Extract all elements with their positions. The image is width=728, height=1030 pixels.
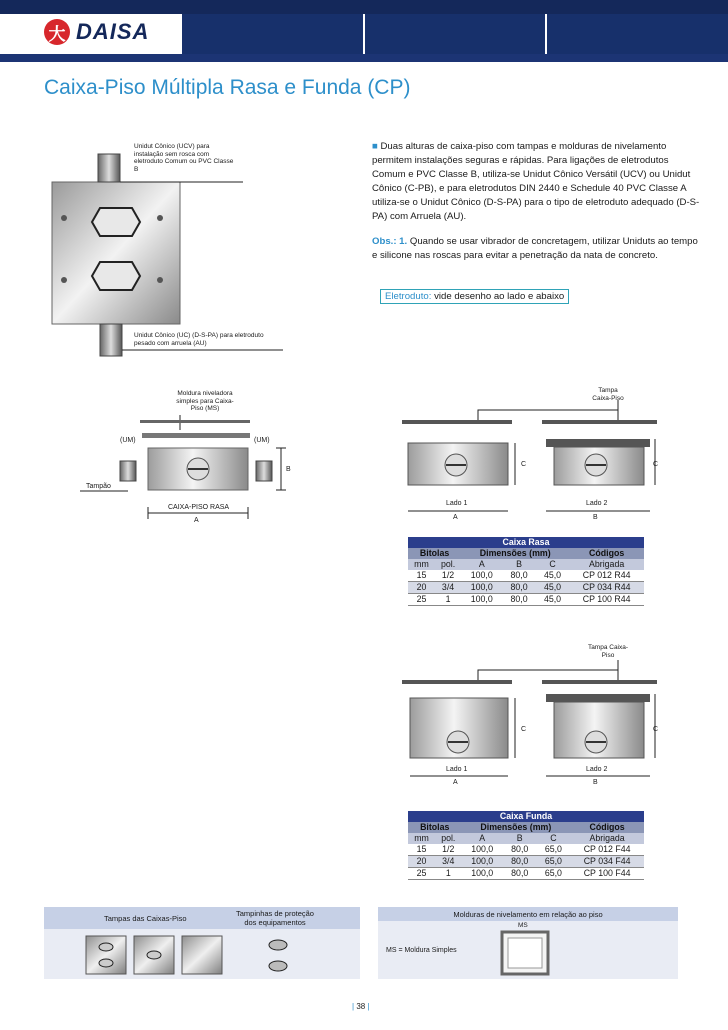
table-row [408, 570, 644, 582]
cell: CP 012 R44 [569, 570, 644, 582]
tampinhas-title: Tampinhas de proteção dos equipamentos [236, 909, 314, 927]
cell: 1 [435, 868, 461, 880]
sub-header: A [461, 559, 502, 570]
cell: 80,0 [502, 582, 535, 594]
cell: 80,0 [502, 594, 535, 606]
table-caixa-funda [408, 811, 644, 880]
cell: 15 [408, 570, 435, 582]
protection-cap-2 [269, 961, 287, 971]
sub-header: B [502, 559, 535, 570]
table-row [408, 856, 644, 868]
cell: 25 [408, 868, 435, 880]
cell: 65,0 [537, 844, 571, 856]
cell: 100,0 [461, 582, 502, 594]
obs-note [372, 235, 702, 263]
funda-tampa-label: Tampa Caixa-Piso [587, 644, 629, 659]
col-codigos: Códigos [570, 822, 644, 833]
cell: 25 [408, 594, 435, 606]
cover-plate-3 [182, 936, 222, 974]
header-top-band [0, 0, 728, 14]
cell: 1 [435, 594, 461, 606]
ucv-connector [98, 154, 120, 182]
eletroduto-text: vide desenho ao lado e abaixo [434, 291, 565, 302]
page-title: Caixa-Piso Múltipla Rasa e Funda (CP) [44, 76, 411, 99]
rasa-c1: C [521, 461, 527, 468]
bullet-icon: ■ [372, 141, 381, 152]
rasa-a: A [453, 514, 458, 521]
rasa-drawing [398, 395, 698, 525]
caixa-rasa-caption: CAIXA-PISO RASA [168, 504, 230, 511]
header-bottom-band [0, 54, 728, 62]
funda-lado1: Lado 1 [446, 766, 468, 773]
cell: 100,0 [461, 844, 502, 856]
page-number: | 38 | [352, 1002, 370, 1011]
col-dimensoes: Dimensões (mm) [461, 548, 569, 559]
sub-header: pol. [435, 559, 461, 570]
eletroduto-label: Eletroduto: [385, 291, 432, 302]
cell: CP 100 F44 [570, 868, 644, 880]
cell: 3/4 [435, 582, 461, 594]
cell: 80,0 [502, 570, 535, 582]
obs-label: Obs.: 1. [372, 236, 408, 247]
cell: CP 034 F44 [570, 856, 644, 868]
screw-icon [61, 277, 67, 283]
funda-b: B [593, 779, 598, 786]
page-number-value: 38 [356, 1002, 366, 1011]
ms-legend: MS = Moldura Simples [386, 947, 457, 954]
tampas-title: Tampas das Caixas-Piso [104, 914, 187, 923]
col-dimensoes: Dimensões (mm) [461, 822, 570, 833]
cell: 100,0 [461, 594, 502, 606]
logo-text: DAISA [76, 19, 150, 44]
label-ucv: Unidut Cônico (UCV) para instalação sem rosca com eletroduto Comum ou PVC Classe B [134, 143, 234, 173]
sub-header: Abrigada [569, 559, 644, 570]
protection-cap-1 [269, 940, 287, 950]
cell: 100,0 [461, 856, 502, 868]
rasa-lado2: Lado 2 [586, 500, 608, 507]
sub-header: A [461, 833, 502, 844]
sub-header: C [536, 559, 569, 570]
rasa-b: B [593, 514, 598, 521]
description-paragraph [372, 140, 702, 224]
molduras-title: Molduras de nivelamento em relação ao piso [453, 910, 603, 919]
cell: 80,0 [503, 844, 537, 856]
screw-icon [61, 215, 67, 221]
funda-a: A [453, 779, 458, 786]
cell: 45,0 [536, 594, 569, 606]
cell: 65,0 [537, 856, 571, 868]
daisa-logo [44, 19, 149, 45]
funda-c1: C [521, 726, 527, 733]
tampas-images [84, 934, 314, 976]
um-right-label: (UM) [254, 437, 270, 444]
header-color-bar [180, 14, 728, 54]
table-row [408, 594, 644, 606]
cell: 80,0 [503, 868, 537, 880]
col-bitolas: Bitolas [408, 822, 461, 833]
table-caption: Caixa Rasa [408, 537, 644, 548]
rasa-tampa-label: Tampa Caixa-Piso [592, 387, 624, 402]
sub-header: C [537, 833, 571, 844]
moldura-label: Moldura niveladora simples para Caixa-Piso (MS) [176, 390, 234, 412]
table-caixa-rasa [408, 537, 644, 606]
uc-connector [100, 324, 122, 356]
cell: 20 [408, 856, 435, 868]
eletroduto-note [380, 289, 569, 304]
cell: 3/4 [435, 856, 461, 868]
cell: 1/2 [435, 570, 461, 582]
hex-outlet-top [92, 208, 140, 236]
tampao-label: Tampão [86, 483, 111, 490]
logo-mark: 大 [44, 19, 70, 45]
sub-header: mm [408, 833, 435, 844]
cell: 100,0 [461, 570, 502, 582]
col-codigos: Códigos [569, 548, 644, 559]
cell: 45,0 [536, 570, 569, 582]
cell: 15 [408, 844, 435, 856]
table-row [408, 844, 644, 856]
rasa-lado1: Lado 1 [446, 500, 468, 507]
screw-icon [157, 215, 163, 221]
cell: CP 012 F44 [570, 844, 644, 856]
dim-a-label: A [194, 517, 199, 524]
sub-header: Abrigada [570, 833, 644, 844]
dim-b-label: B [286, 466, 291, 473]
moldura-simples-image [500, 930, 552, 976]
col-bitolas: Bitolas [408, 548, 461, 559]
obs-text: Quando se usar vibrador de concretagem, utilizar Uniduts ao tempo e silicone nas roscas para evitar a penetração da nata de concreto. [372, 236, 698, 261]
cell: 1/2 [435, 844, 461, 856]
um-left-label: (UM) [120, 437, 136, 444]
sub-header: pol. [435, 833, 461, 844]
screw-icon [157, 277, 163, 283]
cell: 100,0 [461, 868, 502, 880]
cell: CP 100 R44 [569, 594, 644, 606]
cell: 65,0 [537, 868, 571, 880]
cell: 20 [408, 582, 435, 594]
label-uc: Unidut Cônico (UC) (D-S-PA) para eletroduto pesado com arruela (AU) [134, 332, 264, 347]
funda-drawing [398, 660, 698, 790]
cell: 80,0 [503, 856, 537, 868]
table-caption: Caixa Funda [408, 811, 644, 822]
cover-plate-1 [86, 936, 126, 974]
hex-outlet-bottom [92, 262, 140, 290]
cell: CP 034 R44 [569, 582, 644, 594]
ms-tag: MS [518, 922, 528, 929]
cell: 45,0 [536, 582, 569, 594]
funda-lado2: Lado 2 [586, 766, 608, 773]
funda-c2: C [653, 726, 659, 733]
sub-header: mm [408, 559, 435, 570]
table-row [408, 582, 644, 594]
sub-header: B [503, 833, 537, 844]
floor-box-plate [52, 182, 180, 324]
rasa-c2: C [653, 461, 659, 468]
description-text: Duas alturas de caixa-piso com tampas e molduras de nivelamento permitem instalações seguras e rápidas. Para ligações de eletrodutos Comum e PVC Classe B, utiliza-se Unidut Cônico Versátil (UCV) ou Unidut Cônico (C-PB), e para eletrodutos DIN 2440 e Schedule 40 PVC Classe A utiliza-se o Unidut Cônico (D-S-PA) para o tipo de eletroduto adequado (D-S-PA) com Arruela (AU). [372, 141, 700, 222]
table-row [408, 868, 644, 880]
